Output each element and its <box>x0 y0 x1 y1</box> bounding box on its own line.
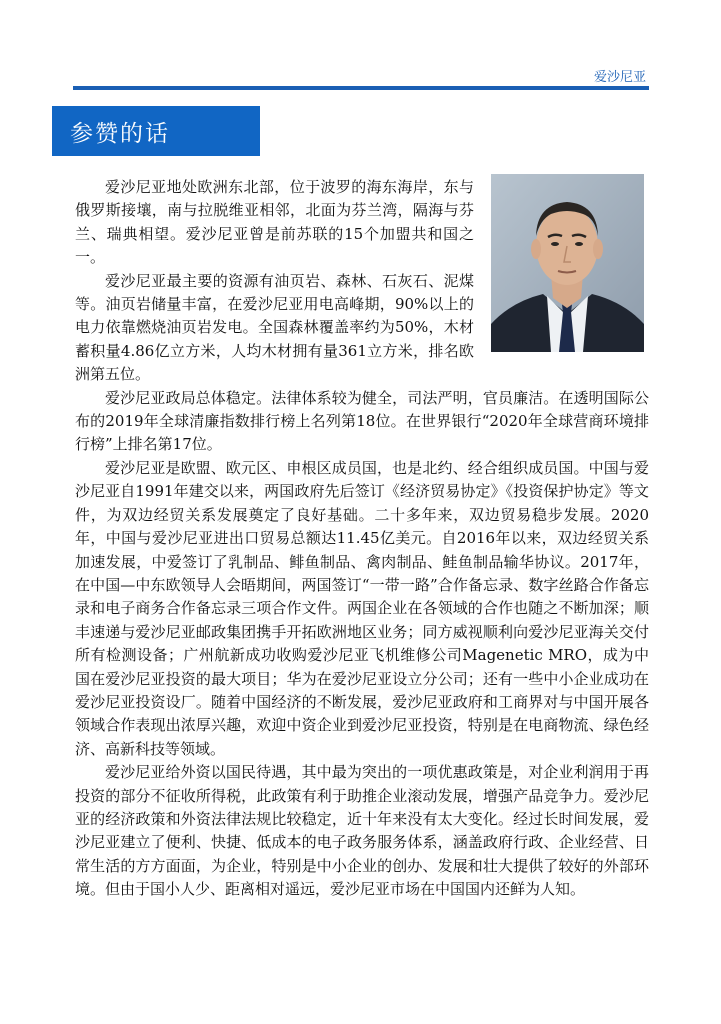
header-rule <box>73 86 649 90</box>
paragraph-politics: 爱沙尼亚政局总体稳定。法律体系较为健全，司法严明，官员廉洁。在透明国际公布的2019年全球清廉指数排行榜上名列第18位。在世界银行“2020年全球营商环境排行榜”上排名第17位。 <box>75 388 649 454</box>
paragraph-resources: 爱沙尼亚最主要的资源有油页岩、森林、石灰石、泥煤等。油页岩储量丰富，在爱沙尼亚用电高峰期，90%以上的电力依靠燃烧油页岩发电。全国森林覆盖率约为50%，木材蓄积量4.86亿立方米，人均木材拥有量361立方米，排名欧洲第五位。 <box>75 271 474 384</box>
running-header-country: 爱沙尼亚 <box>593 70 646 85</box>
portrait-wrap-spacer <box>474 176 649 383</box>
paragraph-geography: 爱沙尼亚地处欧洲东北部，位于波罗的海东海岸，东与俄罗斯接壤，南与拉脱维亚相邻，北面为芬兰湾，隔海与芬兰、瑞典相望。爱沙尼亚曾是前苏联的15个加盟共和国之一。 <box>75 178 474 267</box>
article-body <box>75 176 649 902</box>
section-title-banner <box>52 106 260 156</box>
section-title: 参赞的话 <box>70 121 170 147</box>
paragraph-bilateral-relations: 爱沙尼亚是欧盟、欧元区、申根区成员国，也是北约、经合组织成员国。中国与爱沙尼亚自1991年建交以来，两国政府先后签订《经济贸易协定》《投资保护协定》等文件，为双边经贸关系发展奠定了良好基础。二十多年来，双边贸易稳步发展。2020年，中国与爱沙尼亚进出口贸易总额达11.45亿美元。自2016年以来，双边经贸关系加速发展，中爱签订了乳制品、鲱鱼制品、禽肉制品、鲑鱼制品输华协议。2017年，在中国—中东欧领导人会晤期间，两国签订“一带一路”合作备忘录、数字丝路合作备忘录和电子商务合作备忘录三项合作文件。两国企业在各领域的合作也随之不断加深；顺丰速递与爱沙尼亚邮政集团携手开拓欧洲地区业务；同方威视顺利向爱沙尼亚海关交付所有检测设备；广州航新成功收购爱沙尼亚飞机维修公司Magenetic MRO，成为中国在爱沙尼亚投资的最大项目；华为在爱沙尼亚设立分公司；还有一些中小企业成功在爱沙尼亚投资设厂。随着中国经济的不断发展，爱沙尼亚政府和工商界对与中国开展各领域合作表现出浓厚兴趣，欢迎中资企业到爱沙尼亚投资，特别是在电商物流、绿色经济、高新科技等领域。 <box>75 458 649 758</box>
paragraph-investment-policy: 爱沙尼亚给外资以国民待遇，其中最为突出的一项优惠政策是，对企业利润用于再投资的部分不征收所得税，此政策有利于助推企业滚动发展，增强产品竞争力。爱沙尼亚的经济政策和外资法律法规比较稳定，近十年来没有太大变化。经过长时间发展，爱沙尼亚建立了便利、快捷、低成本的电子政务服务体系，涵盖政府行政、企业经营、日常生活的方方面面，为企业，特别是中小企业的创办、发展和壮大提供了较好的外部环境。但由于国小人少、距离相对遥远，爱沙尼亚市场在中国国内还鲜为人知。 <box>75 763 649 899</box>
